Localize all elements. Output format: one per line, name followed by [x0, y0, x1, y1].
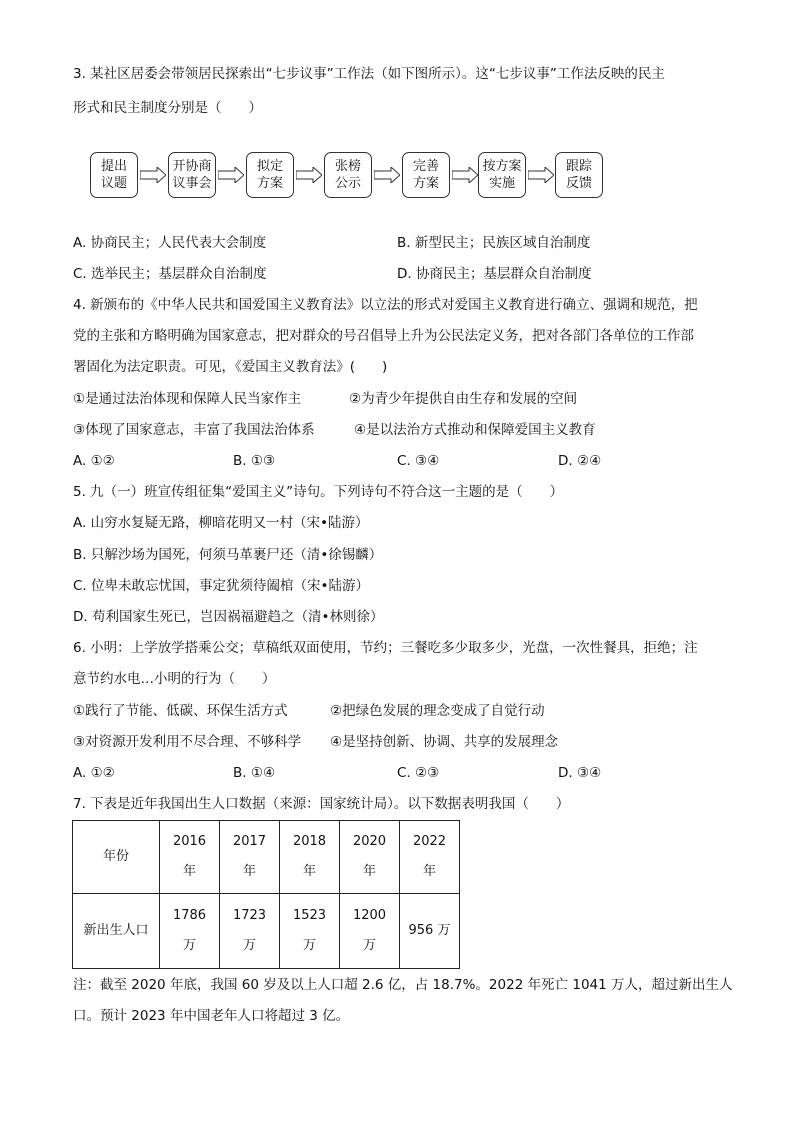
- q4-statement-1: ①是通过法治体现和保障人民当家作主: [73, 391, 302, 407]
- table-cell: 2017 年: [220, 821, 280, 894]
- flow-arrow-icon: [140, 167, 166, 183]
- q6-stem-line1: 6. 小明：上学放学搭乘公交；草稿纸双面使用，节约；三餐吃多少取多少，光盘，一次性餐具，拒绝；注: [73, 640, 698, 656]
- flow-step-1: 提出 议题: [90, 152, 138, 198]
- flow-arrow-icon: [374, 167, 400, 183]
- q5-option-d[interactable]: D. 苟利国家生死已，岂因祸福避趋之（清•林则徐）: [73, 609, 384, 625]
- table-cell: 2018 年: [280, 821, 340, 894]
- q4-statement-4: ④是以法治方式推动和保障爱国主义教育: [354, 422, 596, 438]
- q6-option-d[interactable]: D. ③④: [558, 765, 602, 781]
- flow-arrow-icon: [528, 167, 554, 183]
- q6-statement-1: ①践行了节能、低碳、环保生活方式: [73, 703, 288, 719]
- q7-note-line2: 口。预计 2023 年中国老年人口将超过 3 亿。: [73, 1008, 350, 1024]
- q6-option-b[interactable]: B. ①④: [233, 765, 276, 781]
- table-row: [73, 821, 460, 894]
- flow-arrow-icon: [218, 167, 244, 183]
- q5-stem-line1: 5. 九（一）班宣传组征集“爱国主义”诗句。下列诗句不符合这一主题的是（ ）: [73, 484, 564, 500]
- flow-step-3: 拟定 方案: [246, 152, 294, 198]
- table-header-cell: 新出生人口: [73, 894, 160, 969]
- flow-step-5: 完善 方案: [402, 152, 450, 198]
- q6-statement-4: ④是坚持创新、协调、共享的发展理念: [330, 734, 559, 750]
- q4-option-d[interactable]: D. ②④: [558, 453, 602, 469]
- birth-data-table: [72, 820, 460, 969]
- q3-stem-line2: 形式和民主制度分别是（ ）: [73, 100, 262, 116]
- table-row: [73, 894, 460, 969]
- q4-stem-line2: 党的主张和方略明确为国家意志，把对群众的号召倡导上升为公民法定义务，把对各部门各单位的工作部: [73, 328, 694, 344]
- table-cell: 1786 万: [160, 894, 220, 969]
- q4-stem-line3: 署固化为法定职责。可见，《爱国主义教育法》( ): [73, 359, 388, 375]
- table-cell: 2016 年: [160, 821, 220, 894]
- table-cell: 1523 万: [280, 894, 340, 969]
- q7-note-line1: 注：截至 2020 年底，我国 60 岁及以上人口超 2.6 亿，占 18.7%。2022 年死亡 1041 万人，超过新出生人: [73, 977, 733, 993]
- table-cell: 2020 年: [340, 821, 400, 894]
- table-cell: 2022 年: [400, 821, 460, 894]
- flow-arrow-icon: [452, 167, 478, 183]
- q3-option-a[interactable]: A. 协商民主；人民代表大会制度: [73, 235, 267, 251]
- q7-stem-line1: 7. 下表是近年我国出生人口数据（来源：国家统计局）。以下数据表明我国（ ）: [73, 796, 570, 812]
- flow-step-2: 开协商 议事会: [168, 152, 216, 198]
- flow-step-6: 按方案 实施: [478, 152, 526, 198]
- q4-option-c[interactable]: C. ③④: [397, 453, 440, 469]
- table-cell: 1723 万: [220, 894, 280, 969]
- table-cell: 956 万: [400, 894, 460, 969]
- table-cell: 1200 万: [340, 894, 400, 969]
- q6-option-c[interactable]: C. ②③: [397, 765, 440, 781]
- q3-option-c[interactable]: C. 选举民主；基层群众自治制度: [73, 266, 267, 282]
- q4-option-b[interactable]: B. ①③: [233, 453, 276, 469]
- q6-statement-3: ③对资源开发利用不尽合理、不够科学: [73, 734, 302, 750]
- q4-stem-line1: 4. 新颁布的《中华人民共和国爱国主义教育法》以立法的形式对爱国主义教育进行确立、强调和规范，把: [73, 297, 698, 313]
- q3-stem-line1: 3. 某社区居委会带领居民探索出“七步议事”工作法（如下图所示）。这“七步议事”工作法反映的民主: [73, 66, 665, 82]
- q4-statement-2: ②为青少年提供自由生存和发展的空间: [349, 391, 578, 407]
- table-header-cell: 年份: [73, 821, 160, 894]
- q5-option-a[interactable]: A. 山穷水复疑无路，柳暗花明又一村（宋•陆游）: [73, 515, 369, 531]
- q3-option-b[interactable]: B. 新型民主；民族区域自治制度: [397, 235, 591, 251]
- flow-arrow-icon: [296, 167, 322, 183]
- q5-option-c[interactable]: C. 位卑未敢忘忧国，事定犹须待阖棺（宋•陆游）: [73, 578, 369, 594]
- q6-stem-line2: 意节约水电…小明的行为（ ）: [73, 671, 276, 687]
- q6-statement-2: ②把绿色发展的理念变成了自觉行动: [330, 703, 545, 719]
- q4-statement-3: ③体现了国家意志，丰富了我国法治体系: [73, 422, 315, 438]
- flow-step-4: 张榜 公示: [324, 152, 372, 198]
- q6-option-a[interactable]: A. ①②: [73, 765, 115, 781]
- flow-step-7: 跟踪 反馈: [555, 152, 603, 198]
- q3-option-d[interactable]: D. 协商民主；基层群众自治制度: [397, 266, 592, 282]
- q4-option-a[interactable]: A. ①②: [73, 453, 115, 469]
- q5-option-b[interactable]: B. 只解沙场为国死，何须马革裹尸还（清•徐锡麟）: [73, 547, 383, 563]
